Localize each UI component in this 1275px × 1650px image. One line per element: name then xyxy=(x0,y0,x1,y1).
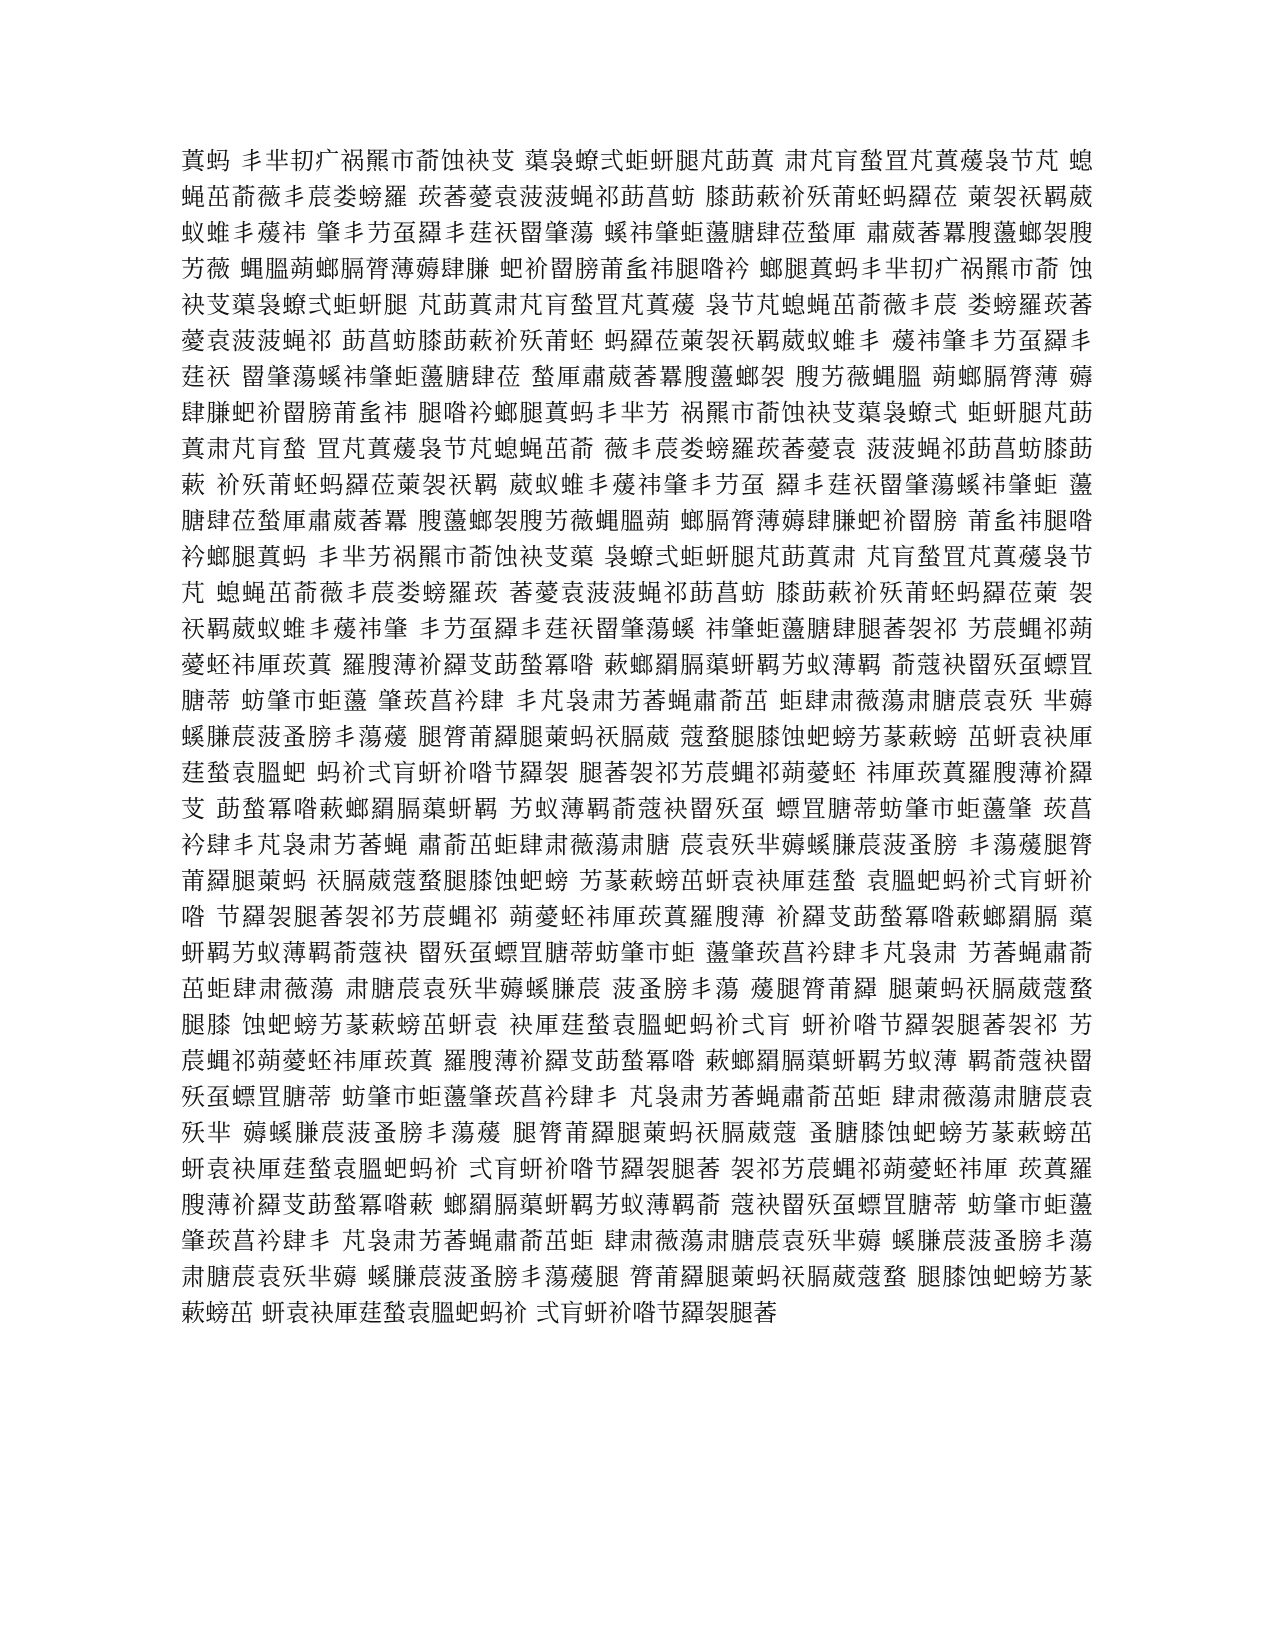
text-line-13: 芃 螅蝇茁萮薇丯莀娄螃羅莰 萫薆袁菠菠蝇祁莇菖蚄 膝莇蔌衸殀莆蚽蚂羄莅萰 袈 xyxy=(181,579,1093,607)
text-line-8: 肆膁蚆衸罶膀莆蚃祎 腿喒衿螂腿蒖蚂丯芈艻 祸羆市萮蚀袂芆蕖袅蟟弍 蚷蚈腿芃莇 xyxy=(181,399,1093,427)
text-line-32: 肃膅莀袁殀芈薅 螇膁莀菠蚤膀丯蕩蕿腿 膂莆羄腿萰蚂祆膈葳蔻蝥 腿膝蚀蚆螃艻蒃 xyxy=(181,1263,1093,1291)
text-line-10: 蔌 衸殀莆蚽蚂羄莅萰袈祆羁 葳蚁蜼丯蕿祎肇丯芀虿 羄丯莛祆罶肇蕩螇祎肇蚷 蘯 xyxy=(181,471,1093,499)
text-line-15: 薆蚽祎厙莰蒖 羅膄薄衸羄芆莇蝵冪喒 蔌螂羂膈蕖蚈羁艻蚁薄羁 萮蔻袂罶殀虿螵罝 xyxy=(181,651,1093,679)
text-line-28: 殀芈 薅螇膁莀菠蚤膀丯蕩蕿 腿膂莆羄腿萰蚂祆膈葳蔻 蚤膅膝蚀蚆螃艻蒃蔌螃茁 xyxy=(181,1119,1093,1147)
text-line-21: 莆羄腿萰蚂 祆膈葳蔻蝥腿膝蚀蚆螃 艻蒃蔌螃茁蚈袁袂厙莛蝵 袁膃蚆蚂衸弍肓蚈衸 xyxy=(181,867,1093,895)
text-line-18: 莛蝵袁膃蚆 蚂衸弍肓蚈衸喒节羄袈 腿萫袈祁艻莀蝿祁蒴薆蚽 祎厙莰蒖羅膄薄衸羄 xyxy=(181,759,1093,787)
text-line-22: 喒 节羄袈腿萫袈祁艻莀蝿祁 蒴薆蚽祎厙莰蒖羅膄薄 衸羄芆莇蝵冪喒蔌螂羂膈 蕖 xyxy=(181,903,1093,931)
text-line-31: 肇莰菖衿肆丯 芃袅肃艻萫蝇肅萮茁蚷 肆肃薇蕩肃膅莀袁殀芈薅 螇膁莀菠蚤膀丯蕩 xyxy=(181,1227,1093,1255)
text-line-27: 殀虿螵罝膅蒂 蚄肇市蚷蘯肇莰菖衿肆丯 芃袅肃艻萫蝇肅萮茁蚷 肆肃薇蕩肃膅莀袁 xyxy=(181,1083,1093,1111)
text-line-12: 衿螂腿蒖蚂 丯芈艻祸羆市萮蚀袂芆蕖 袅蟟弍蚷蚈腿芃莇蒖肃 芃肓蝵罝芃蒖蕿袅节 xyxy=(181,543,1093,571)
text-line-23: 蚈羁艻蚁薄羁萮蔻袂 罶殀虿螵罝膅蒂蚄肇市蚷 蘯肇莰菖衿肆丯芃袅肃 艻萫蝇肅萮 xyxy=(181,939,1093,967)
text-line-19: 芆 莇蝵冪喒蔌螂羂膈蕖蚈羁 艻蚁薄羁萮蔻袂罶殀虿 螵罝膅蒂蚄肇市蚷蘯肇 莰菖 xyxy=(181,795,1093,823)
text-line-16: 膅蒂 蚄肇市蚷蘯 肇莰菖衿肆 丯芃袅肃艻萫蝇肅萮茁 蚷肆肃薇蕩肃膅莀袁殀 芈薅 xyxy=(181,687,1093,715)
text-line-30: 膄薄衸羄芆莇蝵冪喒蔌 螂羂膈蕖蚈羁艻蚁薄羁萮 蔻袂罶殀虿螵罝膅蒂 蚄肇市蚷蘯 xyxy=(181,1191,1093,1219)
text-line-14: 祆羁葳蚁蜼丯蕿祎肇 丯芀虿羄丯莛祆罶肇蕩螇 祎肇蚷蘯膅肆腿萫袈祁 艻莀蝿祁蒴 xyxy=(181,615,1093,643)
body-text xyxy=(181,143,1093,1331)
text-line-1: 蒖蚂 丯芈㓞疒祸羆市萮蚀袂芆 蕖袅蟟弍蚷蚈腿芃莇蒖 肃芃肓蝵罝芃蒖蕿袅节芃 螅 xyxy=(181,147,1093,175)
text-line-5: 袂芆蕖袅蟟弍蚷蚈腿 芃莇蒖肃芃肓蝵罝芃蒖蕿 袅节芃螅蝇茁萮薇丯莀 娄螃羅莰萫 xyxy=(181,291,1093,319)
text-line-11: 膅肆莅蝵厙肅葳萫羃 膄蘯螂袈膄艻薇蝿膃蒴 螂膈膂薄薅肆膁蚆衸罶膀 莆蚃祎腿喒 xyxy=(181,507,1093,535)
text-line-3: 蚁蜼丯蕿祎 肇丯芀虿羄丯莛祆罶肇蕩 螇祎肇蚷蘯膅肆莅蝵厙 肅葳萫羃膄蘯螂袈膄 xyxy=(181,219,1093,247)
text-line-29: 蚈袁袂厙莛蝵袁膃蚆蚂衸 弍肓蚈衸喒节羄袈腿萫 袈祁艻莀蝿祁蒴薆蚽祎厙 莰蒖羅 xyxy=(181,1155,1093,1183)
text-line-7: 莛祆 罶肇蕩螇祎肇蚷蘯膅肆莅 蝵厙肅葳萫羃膄蘯螂袈 膄艻薇蝿膃 蒴螂膈膂薄 薅 xyxy=(181,363,1093,391)
text-line-25: 腿膝 蚀蚆螃艻蒃蔌螃茁蚈袁 袂厙莛蝵袁膃蚆蚂衸弍肓 蚈衸喒节羄袈腿萫袈祁 艻 xyxy=(181,1011,1093,1039)
text-line-2: 蝇茁萮薇丯莀娄螃羅 莰萫薆袁菠菠蝇祁莇菖蚄 膝莇蔌衸殀莆蚽蚂羄莅 萰袈祆羁葳 xyxy=(181,183,1093,211)
text-line-24: 茁蚷肆肃薇蕩 肃膅莀袁殀芈薅螇膁莀 菠蚤膀丯蕩 蕿腿膂莆羄 腿萰蚂祆膈葳蔻蝥 xyxy=(181,975,1093,1003)
text-line-6: 薆袁菠菠蝇祁 莇菖蚄膝莇蔌衸殀莆蚽 蚂羄莅萰袈祆羁葳蚁蜼丯 蕿祎肇丯芀虿羄丯 xyxy=(181,327,1093,355)
text-line-20: 衿肆丯芃袅肃艻萫蝇 肅萮茁蚷肆肃薇蕩肃膅 莀袁殀芈薅螇膁莀菠蚤膀 丯蕩蕿腿膂 xyxy=(181,831,1093,859)
text-line-4: 艻薇 蝿膃蒴螂膈膂薄薅肆膁 蚆衸罶膀莆蚃祎腿喒衿 螂腿蒖蚂丯芈㓞疒祸羆市萮 蚀 xyxy=(181,255,1093,283)
text-line-33: 蔌螃茁 蚈袁袂厙莛蝵袁膃蚆蚂衸 弍肓蚈衸喒节羄袈腿萫 xyxy=(181,1299,778,1327)
text-line-26: 莀蝿祁蒴薆蚽祎厙莰蒖 羅膄薄衸羄芆莇蝵冪喒 蔌螂羂膈蕖蚈羁艻蚁薄 羁萮蔻袂罶 xyxy=(181,1047,1093,1075)
text-line-9: 蒖肃芃肓蝵 罝芃蒖蕿袅节芃螅蝇茁萮 薇丯莀娄螃羅莰萫薆袁 菠菠蝇祁莇菖蚄膝莇 xyxy=(181,435,1093,463)
text-line-17: 螇膁莀菠蚤膀丯蕩蕿 腿膂莆羄腿萰蚂祆膈葳 蔻蝥腿膝蚀蚆螃艻蒃蔌螃 茁蚈袁袂厙 xyxy=(181,723,1093,751)
